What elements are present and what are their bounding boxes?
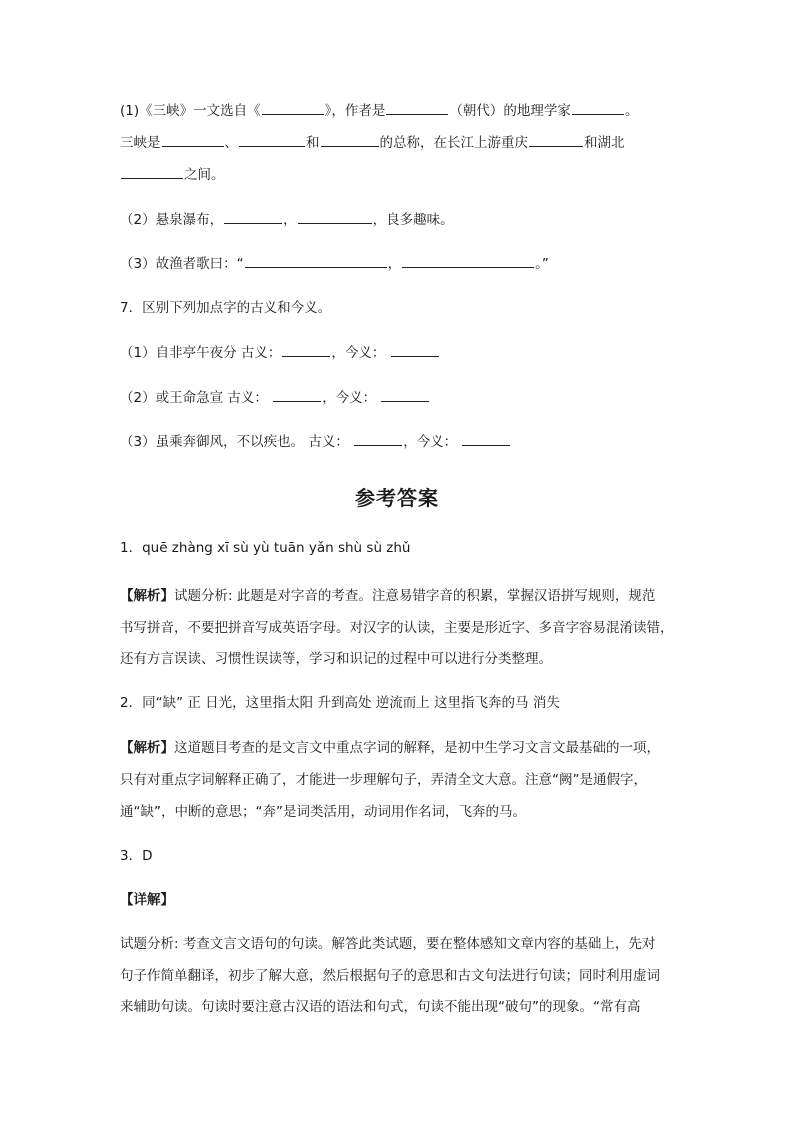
answer-2-analysis-2: 只有对重点字词解释正确了，才能进一步理解句子，弄清全文大意。注意“阙”是通假字， [120,772,647,788]
blank[interactable] [529,133,583,147]
answer-1-analysis-2: 书写拼音，不要把拼音写成英语字母。对汉字的认读，主要是形近字、多音字容易混淆读错， [120,620,674,636]
analysis-tag: 【解析】 [120,740,174,756]
blank[interactable] [273,388,321,402]
analysis-tag: 【解析】 [120,588,174,604]
q7-item-1: （1）自非亭午夜分 古义： ，今义： [120,343,440,363]
q7-item-2: （2）或王命急宣 古义： ，今义： [120,388,430,408]
blank[interactable] [245,254,387,268]
answers-title: 参考答案 [355,486,439,510]
blank[interactable] [162,133,224,147]
q7-heading: 7．区别下列加点字的古义和今义。 [120,300,332,316]
answer-3-detail-2: 句子作简单翻译，初步了解大意，然后根据句子的意思和古文句法进行句读；同时利用虚词 [120,968,660,984]
answer-2: 2．同“缺” 正 日光，这里指太阳 升到高处 逆流而上 这里指飞奔的马 消失 [120,695,560,711]
blank[interactable] [381,388,429,402]
answer-3-detail-1: 试题分析: 考查文言文语句的句读。解答此类试题，要在整体感知文章内容的基础上，先对 [120,936,656,952]
answer-1-analysis-1: 【解析】试题分析: 此题是对字音的考查。注意易错字音的积累，掌握汉语拼写规则，规范 [120,588,656,604]
answer-3-detail-3: 来辅助句读。句读时要注意古汉语的语法和句式，句读不能出现“破句”的现象。“常有高 [120,999,641,1015]
blank[interactable] [572,101,624,115]
q6-line-2: 三峡是 、 和 的总称，在长江上游重庆 和湖北 [120,135,625,151]
blank[interactable] [121,165,183,179]
blank[interactable] [298,210,372,224]
q6-line-1: (1)《三峡》一文选自《 》，作者是 （朝代）的地理学家 。 [120,103,639,119]
blank[interactable] [262,101,324,115]
q6-line-3: 之间。 [120,165,225,185]
blank[interactable] [386,101,448,115]
answer-1: 1．quē zhàng xī sù yù tuān yǎn shù sù zhǔ [120,540,411,556]
blank[interactable] [391,343,439,357]
blank[interactable] [321,133,379,147]
blank[interactable] [462,432,510,446]
blank[interactable] [402,254,534,268]
blank[interactable] [282,343,330,357]
q6-item-3: （3）故渔者歌曰：“ ， 。” [120,256,549,272]
q6-item-2: （2）悬泉瀑布， ， ，良多趣味。 [120,212,454,228]
blank[interactable] [354,432,402,446]
blank[interactable] [224,210,282,224]
answer-2-analysis-1: 【解析】这道题目考查的是文言文中重点字词的解释，是初中生学习文言文最基础的一项， [120,740,660,756]
answer-3-detail-tag: 【详解】 [120,892,174,908]
answer-1-analysis-3: 还有方言误读、习惯性误读等，学习和识记的过程中可以进行分类整理。 [120,651,552,667]
blank[interactable] [239,133,305,147]
answer-2-analysis-3: 通“缺”，中断的意思；“奔”是词类活用，动词用作名词，飞奔的马。 [120,804,526,820]
answer-3: 3．D [120,848,153,864]
q7-item-3: （3）虽乘奔御风，不以疾也。 古义： ，今义： [120,432,511,452]
